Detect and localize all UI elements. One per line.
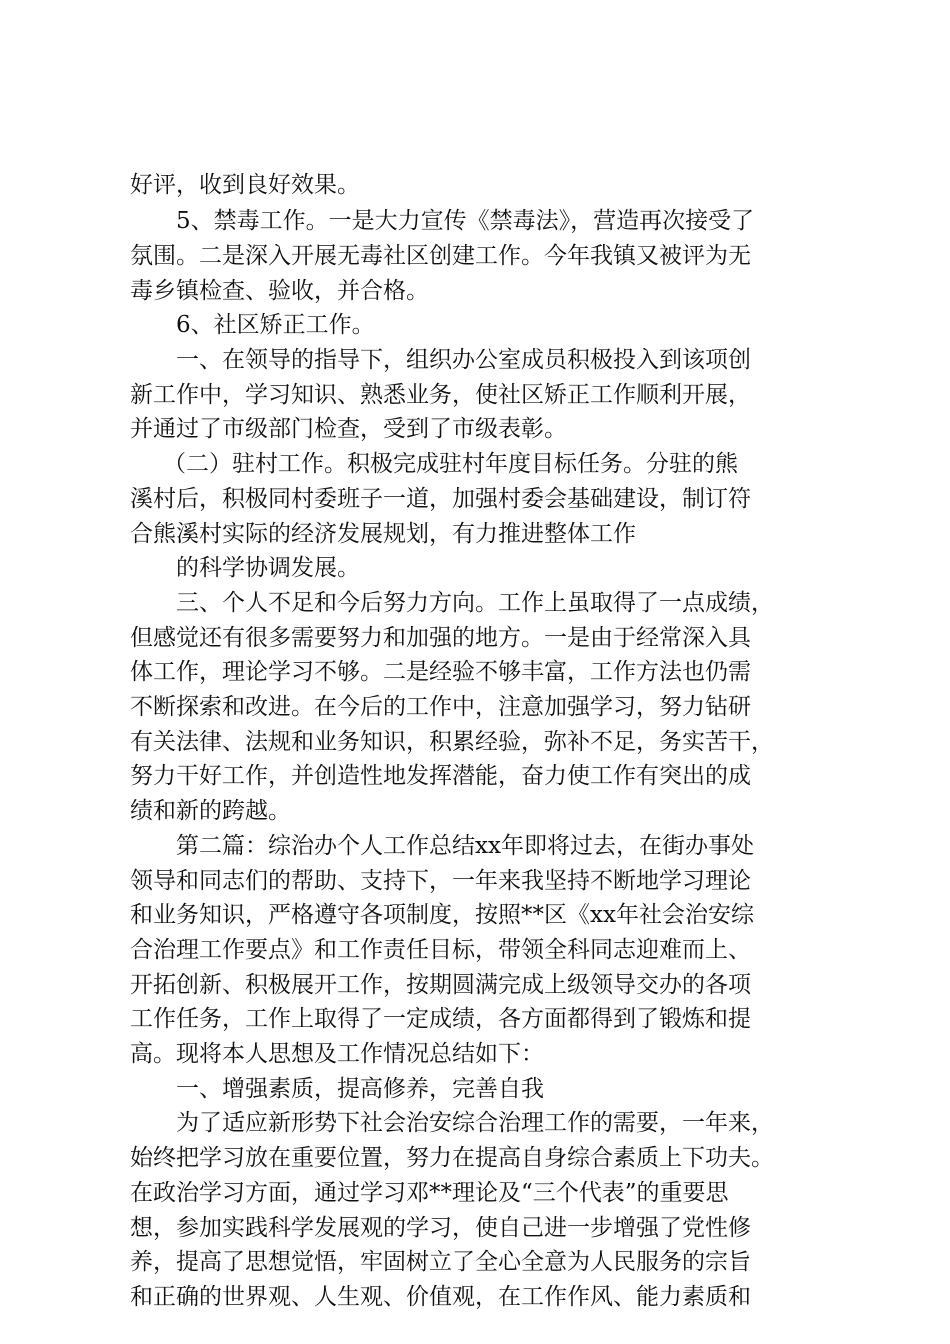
text-line: 溪村后，积极同村委班子一道，加强村委会基础建设，制订符 <box>130 486 751 512</box>
text-line: 在政治学习方面，通过学习邓**理论及“三个代表”的重要思 <box>130 1180 729 1206</box>
text-line: 第二篇：综治办个人工作总结xx年即将过去，在街办事处 <box>176 833 754 859</box>
text-line: 毒乡镇检查、验收，并合格。 <box>130 278 429 304</box>
text-line: 和正确的世界观、人生观、价值观，在工作作风、能力素质和 <box>130 1284 751 1310</box>
text-line: 一、增强素质，提高修养，完善自我 <box>176 1076 544 1102</box>
text-line: 为了适应新形势下社会治安综合治理工作的需要，一年来， <box>176 1110 774 1136</box>
text-line: 三、个人不足和今后努力方向。工作上虽取得了一点成绩， <box>176 590 774 616</box>
text-line: 氛围。二是深入开展无毒社区创建工作。今年我镇又被评为无 <box>130 243 751 269</box>
text-line: 绩和新的跨越。 <box>130 798 291 824</box>
text-line: 不断探索和改进。在今后的工作中，注意加强学习，努力钻研 <box>130 694 751 720</box>
text-line: 领导和同志们的帮助、支持下，一年来我坚持不断地学习理论 <box>130 868 751 894</box>
text-line: 新工作中，学习知识、熟悉业务，使社区矫正工作顺利开展， <box>130 382 751 408</box>
text-line: 努力干好工作，并创造性地发挥潜能，奋力使工作有突出的成 <box>130 763 751 789</box>
text-line: 一、在领导的指导下，组织办公室成员积极投入到该项创 <box>176 347 751 373</box>
text-line: 开拓创新、积极展开工作，按期圆满完成上级领导交办的各项 <box>130 972 751 998</box>
text-line: 但感觉还有很多需要努力和加强的地方。一是由于经常深入具 <box>130 625 751 651</box>
text-line: 始终把学习放在重要位置，努力在提高自身综合素质上下功夫。 <box>130 1145 774 1171</box>
text-line: 5、禁毒工作。一是大力宣传《禁毒法》，营造再次接受了 <box>176 208 755 234</box>
text-line: 和业务知识，严格遵守各项制度，按照**区《xx年社会治安综 <box>130 902 754 928</box>
text-line: 6、社区矫正工作。 <box>176 312 375 338</box>
text-line: 有关法律、法规和业务知识，积累经验，弥补不足，务实苦干， <box>130 729 774 755</box>
text-line: 养，提高了思想觉悟，牢固树立了全心全意为人民服务的宗旨 <box>130 1249 751 1275</box>
text-line: 工作任务，工作上取得了一定成绩，各方面都得到了锻炼和提 <box>130 1006 751 1032</box>
text-line: （二）驻村工作。积极完成驻村年度目标任务。分驻的熊 <box>163 451 738 477</box>
text-line: 合治理工作要点》和工作责任目标，带领全科同志迎难而上、 <box>130 937 751 963</box>
text-line: 高。现将本人思想及工作情况总结如下： <box>130 1041 544 1067</box>
text-line: 的科学协调发展。 <box>176 555 360 581</box>
text-line: 想，参加实践科学发展观的学习，使自己进一步增强了党性修 <box>130 1215 751 1241</box>
text-line: 合熊溪村实际的经济发展规划，有力推进整体工作 <box>130 521 636 547</box>
text-line: 体工作，理论学习不够。二是经验不够丰富，工作方法也仍需 <box>130 659 751 685</box>
text-line: 好评，收到良好效果。 <box>130 172 360 198</box>
text-line: 并通过了市级部门检查，受到了市级表彰。 <box>130 416 567 442</box>
